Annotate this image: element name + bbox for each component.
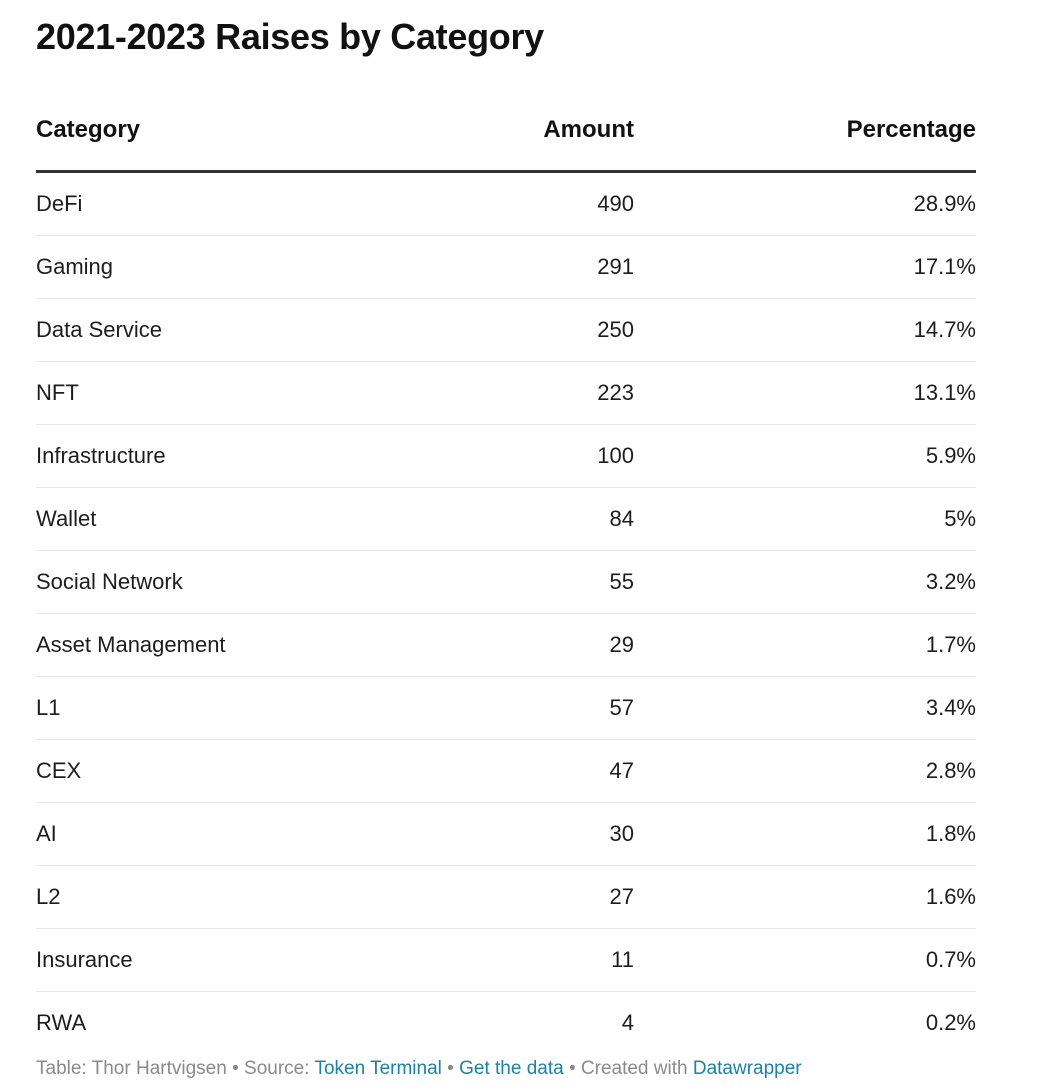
table-row [36,172,976,236]
cell-category: Social Network [36,551,366,614]
cell-category: DeFi [36,172,366,236]
source-label: Source: [244,1058,315,1079]
cell-percentage: 5% [634,488,976,551]
cell-amount: 29 [366,614,634,677]
cell-percentage: 3.4% [634,677,976,740]
cell-category: Wallet [36,488,366,551]
column-header-category[interactable]: Category [36,100,366,172]
cell-category: Asset Management [36,614,366,677]
table-row [36,614,976,677]
cell-amount: 223 [366,362,634,425]
cell-percentage: 1.8% [634,803,976,866]
footer [36,1058,802,1080]
cell-percentage: 0.7% [634,929,976,992]
cell-amount: 57 [366,677,634,740]
footer-separator: • [226,1058,245,1079]
cell-amount: 490 [366,172,634,236]
table-body [36,172,976,1055]
cell-amount: 291 [366,236,634,299]
cell-category: Insurance [36,929,366,992]
cell-percentage: 1.6% [634,866,976,929]
cell-amount: 250 [366,299,634,362]
get-data-link[interactable]: Get the data [459,1058,564,1079]
table-row [36,677,976,740]
cell-percentage: 1.7% [634,614,976,677]
table-row [36,740,976,803]
cell-percentage: 17.1% [634,236,976,299]
table-row [36,551,976,614]
cell-percentage: 14.7% [634,299,976,362]
cell-percentage: 0.2% [925,1010,976,1035]
cell-percentage: 5.9% [634,425,976,488]
header-row [36,100,976,172]
table-row [36,236,976,299]
table-row [36,866,976,929]
table-row [36,929,976,992]
cell-category: L2 [36,866,366,929]
cell-category: AI [36,803,366,866]
cell-category: Infrastructure [36,425,366,488]
data-table [36,100,976,1054]
cell-percentage: 13.1% [634,362,976,425]
table-row [36,425,976,488]
column-header-percentage[interactable]: Percentage [634,100,976,172]
cell-amount: 55 [366,551,634,614]
cell-category: CEX [36,740,366,803]
cell-amount: 11 [366,929,634,992]
cell-amount: 84 [366,488,634,551]
cell-amount: 30 [366,803,634,866]
table-row [36,362,976,425]
table-row [36,803,976,866]
footer-separator: • [563,1058,581,1079]
cell-category: Gaming [36,236,366,299]
cell-amount: 47 [366,740,634,803]
created-with-label: Created with [580,1058,693,1079]
table-container [36,0,976,1054]
cell-percentage: 3.2% [634,551,976,614]
table-row [36,992,976,1055]
source-link[interactable]: Token Terminal [314,1058,442,1079]
table-credit: Table: Thor Hartvigsen [36,1058,227,1079]
cell-category: RWA [36,1010,87,1035]
column-header-amount[interactable]: Amount [366,100,634,172]
table-row [36,488,976,551]
footer-separator: • [441,1058,460,1079]
cell-category: L1 [36,677,366,740]
cell-category: NFT [36,362,366,425]
table-row [36,299,976,362]
cell-amount: 27 [366,866,634,929]
cell-amount: 100 [366,425,634,488]
cell-percentage: 28.9% [634,172,976,236]
cell-amount: 4 [621,1010,634,1035]
chart-title: 2021-2023 Raises by Category [36,16,544,57]
cell-percentage: 2.8% [634,740,976,803]
cell-category: Data Service [36,299,366,362]
datawrapper-link[interactable]: Datawrapper [692,1058,802,1079]
